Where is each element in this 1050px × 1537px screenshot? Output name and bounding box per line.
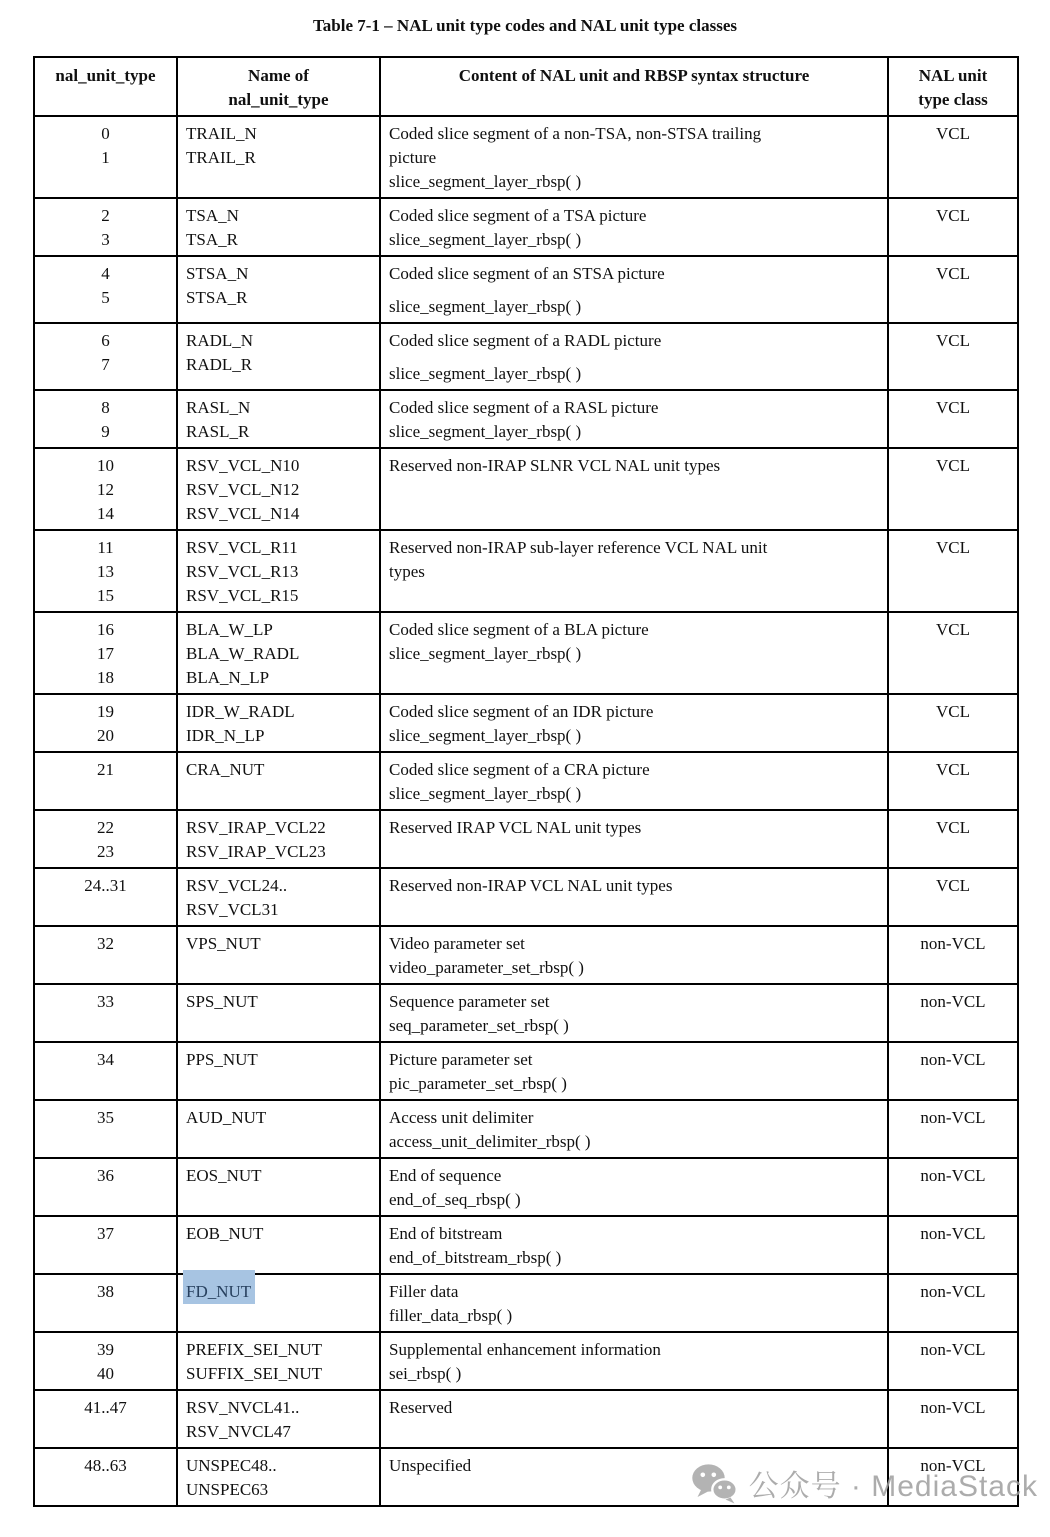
table-row [34, 926, 1018, 984]
table-row [34, 694, 1018, 752]
nal-unit-type-cell: 32 [34, 926, 177, 984]
name-cell: RASL_N RASL_R [177, 390, 380, 448]
nal-unit-type-cell: 2 3 [34, 198, 177, 256]
nal-unit-type-cell: 11 13 15 [34, 530, 177, 612]
content-cell: Unspecified [380, 1448, 888, 1506]
nal-unit-type-cell: 10 12 14 [34, 448, 177, 530]
class-cell: VCL [888, 752, 1018, 810]
page-title: Table 7-1 – NAL unit type codes and NAL unit type classes [313, 16, 737, 35]
name-cell: RSV_VCL_N10 RSV_VCL_N12 RSV_VCL_N14 [177, 448, 380, 530]
nal-unit-type-cell: 34 [34, 1042, 177, 1100]
nal-unit-type-cell: 6 7 [34, 323, 177, 390]
selection-highlight: FD_NUT [183, 1270, 255, 1304]
table-row [34, 868, 1018, 926]
class-cell: non-VCL [888, 1100, 1018, 1158]
table-row [34, 256, 1018, 323]
nal-unit-type-cell: 41..47 [34, 1390, 177, 1448]
table-row [34, 530, 1018, 612]
class-cell: non-VCL [888, 1274, 1018, 1332]
nal-unit-type-table [33, 56, 1019, 1507]
name-cell: TRAIL_N TRAIL_R [177, 116, 380, 198]
name-cell [177, 1274, 380, 1332]
class-cell: VCL [888, 390, 1018, 448]
class-cell: non-VCL [888, 1158, 1018, 1216]
nal-unit-type-cell: 35 [34, 1100, 177, 1158]
content-cell: Filler data filler_data_rbsp( ) [380, 1274, 888, 1332]
class-cell: non-VCL [888, 1042, 1018, 1100]
class-cell: VCL [888, 116, 1018, 198]
nal-unit-type-cell: 36 [34, 1158, 177, 1216]
nal-unit-type-cell: 0 1 [34, 116, 177, 198]
watermark [691, 1461, 1038, 1505]
name-cell: RADL_N RADL_R [177, 323, 380, 390]
class-cell: VCL [888, 810, 1018, 868]
name-cell: PREFIX_SEI_NUT SUFFIX_SEI_NUT [177, 1332, 380, 1390]
content-cell: Coded slice segment of a non-TSA, non-STSA trailing picture slice_segment_layer_rbsp( ) [380, 116, 888, 198]
class-cell: non-VCL [888, 984, 1018, 1042]
column-header: Name of nal_unit_type [177, 57, 380, 116]
table-row [34, 1042, 1018, 1100]
name-cell: EOS_NUT [177, 1158, 380, 1216]
header-row [34, 57, 1018, 116]
content-cell: Access unit delimiter access_unit_delimiter_rbsp( ) [380, 1100, 888, 1158]
class-cell: VCL [888, 198, 1018, 256]
content-cell: Picture parameter set pic_parameter_set_rbsp( ) [380, 1042, 888, 1100]
name-cell: UNSPEC48.. UNSPEC63 [177, 1448, 380, 1506]
name-cell: PPS_NUT [177, 1042, 380, 1100]
content-cell: Reserved non-IRAP VCL NAL unit types [380, 868, 888, 926]
nal-unit-type-cell: 8 9 [34, 390, 177, 448]
table-row [34, 810, 1018, 868]
table-row [34, 198, 1018, 256]
class-cell: non-VCL [888, 926, 1018, 984]
class-cell: non-VCL [888, 1332, 1018, 1390]
content-cell: Video parameter set video_parameter_set_rbsp( ) [380, 926, 888, 984]
name-cell: SPS_NUT [177, 984, 380, 1042]
watermark-text: 公众号 · MediaStack [748, 1470, 1038, 1503]
class-cell: VCL [888, 448, 1018, 530]
name-cell: EOB_NUT [177, 1216, 380, 1274]
content-cell: Coded slice segment of an IDR picture slice_segment_layer_rbsp( ) [380, 694, 888, 752]
class-cell: VCL [888, 612, 1018, 694]
content-cell: Coded slice segment of a TSA picture slice_segment_layer_rbsp( ) [380, 198, 888, 256]
wechat-icon [691, 1463, 737, 1504]
table-row [34, 116, 1018, 198]
column-header: NAL unit type class [888, 57, 1018, 116]
nal-unit-type-cell: 4 5 [34, 256, 177, 323]
nal-unit-type-cell: 24..31 [34, 868, 177, 926]
content-cell: Reserved non-IRAP sub-layer reference VCL NAL unit types [380, 530, 888, 612]
class-cell: VCL [888, 256, 1018, 323]
nal-unit-type-cell: 39 40 [34, 1332, 177, 1390]
table-row [34, 390, 1018, 448]
name-cell: RSV_VCL24.. RSV_VCL31 [177, 868, 380, 926]
nal-unit-type-cell: 38 [34, 1274, 177, 1332]
table-row [34, 1100, 1018, 1158]
name-cell: RSV_IRAP_VCL22 RSV_IRAP_VCL23 [177, 810, 380, 868]
content-cell: Coded slice segment of a CRA picture slice_segment_layer_rbsp( ) [380, 752, 888, 810]
table-row [34, 1216, 1018, 1274]
class-cell: VCL [888, 323, 1018, 390]
content-cell: End of bitstream end_of_bitstream_rbsp( ) [380, 1216, 888, 1274]
name-cell: IDR_W_RADL IDR_N_LP [177, 694, 380, 752]
name-cell: RSV_NVCL41.. RSV_NVCL47 [177, 1390, 380, 1448]
content-cell: Supplemental enhancement information sei_rbsp( ) [380, 1332, 888, 1390]
class-cell: non-VCL [888, 1216, 1018, 1274]
class-cell: VCL [888, 694, 1018, 752]
name-cell: VPS_NUT [177, 926, 380, 984]
table-row [34, 1332, 1018, 1390]
content-cell: Coded slice segment of a BLA picture slice_segment_layer_rbsp( ) [380, 612, 888, 694]
nal-unit-type-cell: 37 [34, 1216, 177, 1274]
content-cell: Reserved IRAP VCL NAL unit types [380, 810, 888, 868]
class-cell: non-VCL [888, 1448, 1018, 1506]
content-cell: Coded slice segment of a RASL picture slice_segment_layer_rbsp( ) [380, 390, 888, 448]
content-cell: Reserved [380, 1390, 888, 1448]
content-cell: Sequence parameter set seq_parameter_set_rbsp( ) [380, 984, 888, 1042]
name-cell: BLA_W_LP BLA_W_RADL BLA_N_LP [177, 612, 380, 694]
name-cell: STSA_N STSA_R [177, 256, 380, 323]
nal-unit-type-cell: 48..63 [34, 1448, 177, 1506]
document-page [0, 16, 1050, 1507]
table-row [34, 612, 1018, 694]
table-row [34, 1158, 1018, 1216]
content-cell: Coded slice segment of an STSA picture slice_segment_layer_rbsp( ) [380, 256, 888, 323]
name-cell: CRA_NUT [177, 752, 380, 810]
nal-unit-type-cell: 19 20 [34, 694, 177, 752]
content-cell: End of sequence end_of_seq_rbsp( ) [380, 1158, 888, 1216]
nal-unit-type-cell: 33 [34, 984, 177, 1042]
class-cell: non-VCL [888, 1390, 1018, 1448]
nal-unit-type-cell: 21 [34, 752, 177, 810]
table-row [34, 448, 1018, 530]
table-row [34, 752, 1018, 810]
nal-unit-type-cell: 22 23 [34, 810, 177, 868]
table-row [34, 984, 1018, 1042]
content-cell: Reserved non-IRAP SLNR VCL NAL unit types [380, 448, 888, 530]
table-row [34, 1274, 1018, 1332]
column-header: Content of NAL unit and RBSP syntax structure [380, 57, 888, 116]
class-cell: VCL [888, 530, 1018, 612]
table-row [34, 323, 1018, 390]
class-cell: VCL [888, 868, 1018, 926]
name-cell: RSV_VCL_R11 RSV_VCL_R13 RSV_VCL_R15 [177, 530, 380, 612]
name-cell: TSA_N TSA_R [177, 198, 380, 256]
table-body [34, 116, 1018, 1506]
column-header: nal_unit_type [34, 57, 177, 116]
table-row [34, 1390, 1018, 1448]
content-cell: Coded slice segment of a RADL picture slice_segment_layer_rbsp( ) [380, 323, 888, 390]
name-cell: AUD_NUT [177, 1100, 380, 1158]
nal-unit-type-cell: 16 17 18 [34, 612, 177, 694]
